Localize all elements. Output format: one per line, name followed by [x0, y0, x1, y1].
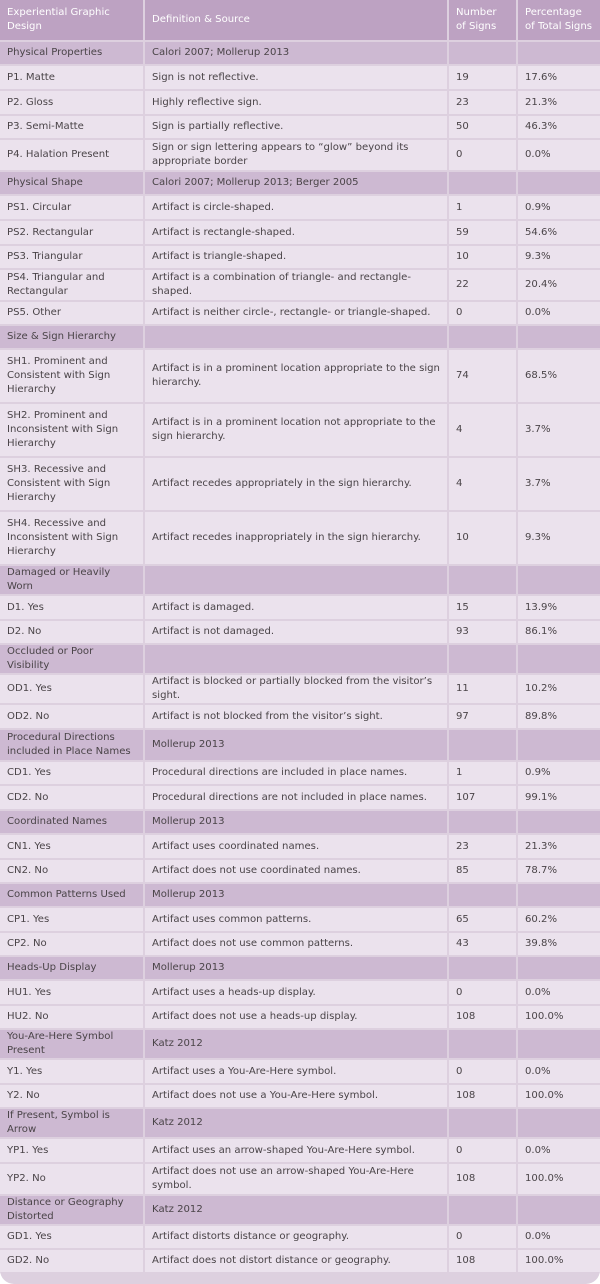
- table-cell: Artifact uses coordinated names.: [144, 834, 448, 859]
- table-cell: Procedural directions are included in place names.: [144, 761, 448, 785]
- table-row: [0, 907, 600, 932]
- section-cell: [517, 565, 600, 595]
- table-row: [0, 90, 600, 115]
- table-cell: Artifact uses an arrow-shaped You-Are-Here symbol.: [144, 1138, 448, 1163]
- table-cell: Sign is not reflective.: [144, 65, 448, 90]
- table-cell: 1: [448, 195, 517, 220]
- section-row: [0, 729, 600, 761]
- table-cell: Artifact is in a prominent location appropriate to the sign hierarchy.: [144, 349, 448, 403]
- section-cell: [448, 171, 517, 195]
- table-cell: SH2. Prominent and Inconsistent with Sign Hierarchy: [0, 403, 144, 457]
- table-row: [0, 1059, 600, 1084]
- table-cell: 65: [448, 907, 517, 932]
- section-cell: [517, 956, 600, 980]
- table-cell: OD2. No: [0, 704, 144, 729]
- table-cell: 100.0%: [517, 1084, 600, 1108]
- table-cell: 9.3%: [517, 245, 600, 269]
- table-cell: PS3. Triangular: [0, 245, 144, 269]
- table-cell: 1: [448, 761, 517, 785]
- table-row: [0, 834, 600, 859]
- table-cell: 0.0%: [517, 1225, 600, 1249]
- table-row: [0, 195, 600, 220]
- table-cell: 20.4%: [517, 269, 600, 301]
- table-cell: 15: [448, 595, 517, 620]
- table-cell: PS1. Circular: [0, 195, 144, 220]
- table-row: [0, 115, 600, 139]
- table-cell: 0: [448, 1225, 517, 1249]
- table-cell: PS5. Other: [0, 301, 144, 325]
- table-row: [0, 301, 600, 325]
- table-cell: P4. Halation Present: [0, 139, 144, 171]
- table-cell: Artifact is not damaged.: [144, 620, 448, 644]
- section-cell: [517, 810, 600, 834]
- section-cell: Procedural Directions included in Place Names: [0, 729, 144, 761]
- table-cell: P3. Semi-Matte: [0, 115, 144, 139]
- table-cell: 0.0%: [517, 1138, 600, 1163]
- table-cell: 13.9%: [517, 595, 600, 620]
- section-cell: Physical Properties: [0, 41, 144, 65]
- table-cell: 108: [448, 1249, 517, 1273]
- table-cell: 93: [448, 620, 517, 644]
- table-cell: Sign is partially reflective.: [144, 115, 448, 139]
- table-cell: 85: [448, 859, 517, 883]
- table-cell: 39.8%: [517, 932, 600, 956]
- table-cell: Artifact recedes appropriately in the sign hierarchy.: [144, 457, 448, 511]
- table-row: [0, 139, 600, 171]
- table-cell: 3.7%: [517, 457, 600, 511]
- table-cell: Artifact does not distort distance or geography.: [144, 1249, 448, 1273]
- table-cell: Artifact is neither circle-, rectangle- or triangle-shaped.: [144, 301, 448, 325]
- section-cell: Distance or Geography Distorted: [0, 1195, 144, 1225]
- section-row: [0, 41, 600, 65]
- header-cell: Number of Signs: [448, 0, 517, 41]
- section-cell: [517, 883, 600, 907]
- section-cell: If Present, Symbol is Arrow: [0, 1108, 144, 1138]
- section-cell: [517, 171, 600, 195]
- header-cell: Experiential Graphic Design: [0, 0, 144, 41]
- table-cell: Y2. No: [0, 1084, 144, 1108]
- table-row: [0, 674, 600, 704]
- table-cell: CP1. Yes: [0, 907, 144, 932]
- table-cell: Procedural directions are not included in place names.: [144, 785, 448, 810]
- table-cell: 9.3%: [517, 511, 600, 565]
- section-cell: Katz 2012: [144, 1195, 448, 1225]
- section-row: [0, 883, 600, 907]
- table-row: [0, 457, 600, 511]
- table-cell: Artifact is rectangle-shaped.: [144, 220, 448, 245]
- table-row: [0, 511, 600, 565]
- table-cell: 10.2%: [517, 674, 600, 704]
- table-cell: PS4. Triangular and Rectangular: [0, 269, 144, 301]
- table-cell: 4: [448, 403, 517, 457]
- table-cell: 60.2%: [517, 907, 600, 932]
- section-row: [0, 171, 600, 195]
- table-cell: HU1. Yes: [0, 980, 144, 1005]
- table-cell: Artifact is not blocked from the visitor’s sight.: [144, 704, 448, 729]
- table-cell: 3.7%: [517, 403, 600, 457]
- table-cell: 100.0%: [517, 1249, 600, 1273]
- table-cell: Artifact uses a You-Are-Here symbol.: [144, 1059, 448, 1084]
- section-row: [0, 565, 600, 595]
- table-cell: 23: [448, 834, 517, 859]
- table-row: [0, 620, 600, 644]
- table-row: [0, 269, 600, 301]
- table-cell: Artifact is a combination of triangle- and rectangle-shaped.: [144, 269, 448, 301]
- table-cell: 74: [448, 349, 517, 403]
- table-cell: 21.3%: [517, 90, 600, 115]
- header-cell: Definition & Source: [144, 0, 448, 41]
- table-cell: Artifact distorts distance or geography.: [144, 1225, 448, 1249]
- table-cell: 43: [448, 932, 517, 956]
- table-cell: PS2. Rectangular: [0, 220, 144, 245]
- section-row: [0, 325, 600, 349]
- section-cell: [517, 644, 600, 674]
- table-cell: Artifact is in a prominent location not appropriate to the sign hierarchy.: [144, 403, 448, 457]
- table-cell: 11: [448, 674, 517, 704]
- table-row: [0, 595, 600, 620]
- section-cell: Coordinated Names: [0, 810, 144, 834]
- table-cell: Artifact is damaged.: [144, 595, 448, 620]
- section-cell: [448, 729, 517, 761]
- section-cell: You-Are-Here Symbol Present: [0, 1029, 144, 1059]
- table-cell: 78.7%: [517, 859, 600, 883]
- section-cell: Common Patterns Used: [0, 883, 144, 907]
- section-cell: Size & Sign Hierarchy: [0, 325, 144, 349]
- section-cell: [517, 1029, 600, 1059]
- section-cell: Mollerup 2013: [144, 883, 448, 907]
- table-cell: 99.1%: [517, 785, 600, 810]
- table-cell: 10: [448, 245, 517, 269]
- table-cell: 108: [448, 1084, 517, 1108]
- table-cell: CN1. Yes: [0, 834, 144, 859]
- section-row: [0, 1195, 600, 1225]
- table-cell: P1. Matte: [0, 65, 144, 90]
- table-row: [0, 1249, 600, 1273]
- table-cell: 54.6%: [517, 220, 600, 245]
- header-cell: Percentage of Total Signs: [517, 0, 600, 41]
- table-row: [0, 704, 600, 729]
- table-cell: 0: [448, 980, 517, 1005]
- table-cell: 4: [448, 457, 517, 511]
- table-cell: Artifact uses common patterns.: [144, 907, 448, 932]
- table-cell: OD1. Yes: [0, 674, 144, 704]
- table-cell: Artifact is circle-shaped.: [144, 195, 448, 220]
- section-cell: Occluded or Poor Visibility: [0, 644, 144, 674]
- table-cell: D2. No: [0, 620, 144, 644]
- table-cell: YP2. No: [0, 1163, 144, 1195]
- table-row: [0, 220, 600, 245]
- header-row: [0, 0, 600, 41]
- section-cell: [448, 644, 517, 674]
- table-cell: 17.6%: [517, 65, 600, 90]
- table-cell: Artifact does not use an arrow-shaped You-Are-Here symbol.: [144, 1163, 448, 1195]
- table-row: [0, 245, 600, 269]
- section-cell: [448, 1195, 517, 1225]
- section-cell: Physical Shape: [0, 171, 144, 195]
- table-cell: 108: [448, 1005, 517, 1029]
- section-row: [0, 1029, 600, 1059]
- section-cell: [517, 325, 600, 349]
- table-row: [0, 403, 600, 457]
- section-cell: [517, 1108, 600, 1138]
- table-cell: Artifact is triangle-shaped.: [144, 245, 448, 269]
- table-row: [0, 65, 600, 90]
- table-cell: 0.0%: [517, 1059, 600, 1084]
- table-cell: 108: [448, 1163, 517, 1195]
- table-cell: 89.8%: [517, 704, 600, 729]
- table-cell: HU2. No: [0, 1005, 144, 1029]
- section-cell: [144, 565, 448, 595]
- table-cell: 0: [448, 1059, 517, 1084]
- table-cell: Artifact uses a heads-up display.: [144, 980, 448, 1005]
- table-cell: SH3. Recessive and Consistent with Sign Hierarchy: [0, 457, 144, 511]
- section-cell: [448, 1108, 517, 1138]
- section-cell: [448, 325, 517, 349]
- table-row: [0, 1163, 600, 1195]
- section-row: [0, 1108, 600, 1138]
- table-cell: 0: [448, 301, 517, 325]
- table-cell: 0: [448, 1138, 517, 1163]
- table-cell: Artifact does not use common patterns.: [144, 932, 448, 956]
- section-cell: Mollerup 2013: [144, 729, 448, 761]
- section-row: [0, 956, 600, 980]
- table-cell: Artifact does not use a You-Are-Here symbol.: [144, 1084, 448, 1108]
- section-row: [0, 644, 600, 674]
- section-cell: [517, 41, 600, 65]
- section-cell: Katz 2012: [144, 1029, 448, 1059]
- table-row: [0, 1084, 600, 1108]
- table-cell: 0.9%: [517, 761, 600, 785]
- table-cell: 46.3%: [517, 115, 600, 139]
- section-cell: [448, 41, 517, 65]
- table-cell: CP2. No: [0, 932, 144, 956]
- table-cell: 68.5%: [517, 349, 600, 403]
- section-cell: [144, 325, 448, 349]
- table-cell: Artifact recedes inappropriately in the sign hierarchy.: [144, 511, 448, 565]
- table-row: [0, 1138, 600, 1163]
- table-cell: 86.1%: [517, 620, 600, 644]
- table-row: [0, 932, 600, 956]
- table-row: [0, 785, 600, 810]
- table-cell: Sign or sign lettering appears to “glow” beyond its appropriate border: [144, 139, 448, 171]
- section-cell: Calori 2007; Mollerup 2013; Berger 2005: [144, 171, 448, 195]
- table-cell: 0.0%: [517, 139, 600, 171]
- table-cell: CD1. Yes: [0, 761, 144, 785]
- table-cell: Artifact does not use coordinated names.: [144, 859, 448, 883]
- table-cell: CD2. No: [0, 785, 144, 810]
- table-cell: CN2. No: [0, 859, 144, 883]
- table-cell: 100.0%: [517, 1005, 600, 1029]
- table-cell: 50: [448, 115, 517, 139]
- section-cell: [448, 1029, 517, 1059]
- table-cell: Artifact does not use a heads-up display.: [144, 1005, 448, 1029]
- table-cell: 0.0%: [517, 980, 600, 1005]
- table-cell: P2. Gloss: [0, 90, 144, 115]
- section-cell: Mollerup 2013: [144, 956, 448, 980]
- section-cell: [448, 810, 517, 834]
- section-cell: [448, 956, 517, 980]
- section-cell: [448, 883, 517, 907]
- table-row: [0, 761, 600, 785]
- section-cell: [144, 644, 448, 674]
- table-cell: D1. Yes: [0, 595, 144, 620]
- table-row: [0, 349, 600, 403]
- section-cell: Mollerup 2013: [144, 810, 448, 834]
- section-cell: [517, 1195, 600, 1225]
- table-cell: 107: [448, 785, 517, 810]
- table-cell: 22: [448, 269, 517, 301]
- table-cell: Artifact is blocked or partially blocked from the visitor’s sight.: [144, 674, 448, 704]
- table-cell: YP1. Yes: [0, 1138, 144, 1163]
- table-cell: 23: [448, 90, 517, 115]
- table-body: [0, 41, 600, 1273]
- section-cell: [517, 729, 600, 761]
- table-cell: 97: [448, 704, 517, 729]
- table-cell: SH4. Recessive and Inconsistent with Sign Hierarchy: [0, 511, 144, 565]
- table-cell: GD2. No: [0, 1249, 144, 1273]
- table-row: [0, 1005, 600, 1029]
- section-cell: Heads-Up Display: [0, 956, 144, 980]
- table-cell: GD1. Yes: [0, 1225, 144, 1249]
- table-cell: Y1. Yes: [0, 1059, 144, 1084]
- section-cell: Calori 2007; Mollerup 2013: [144, 41, 448, 65]
- table-cell: 0: [448, 139, 517, 171]
- table-cell: 19: [448, 65, 517, 90]
- table-cell: 10: [448, 511, 517, 565]
- table-cell: 21.3%: [517, 834, 600, 859]
- table-cell: 0.0%: [517, 301, 600, 325]
- table-cell: SH1. Prominent and Consistent with Sign Hierarchy: [0, 349, 144, 403]
- section-cell: [448, 565, 517, 595]
- section-row: [0, 810, 600, 834]
- section-cell: Katz 2012: [144, 1108, 448, 1138]
- table-row: [0, 980, 600, 1005]
- table-row: [0, 1225, 600, 1249]
- section-cell: Damaged or Heavily Worn: [0, 565, 144, 595]
- table-cell: 0.9%: [517, 195, 600, 220]
- table-row: [0, 859, 600, 883]
- table-cell: 100.0%: [517, 1163, 600, 1195]
- table-cell: 59: [448, 220, 517, 245]
- table-cell: Highly reflective sign.: [144, 90, 448, 115]
